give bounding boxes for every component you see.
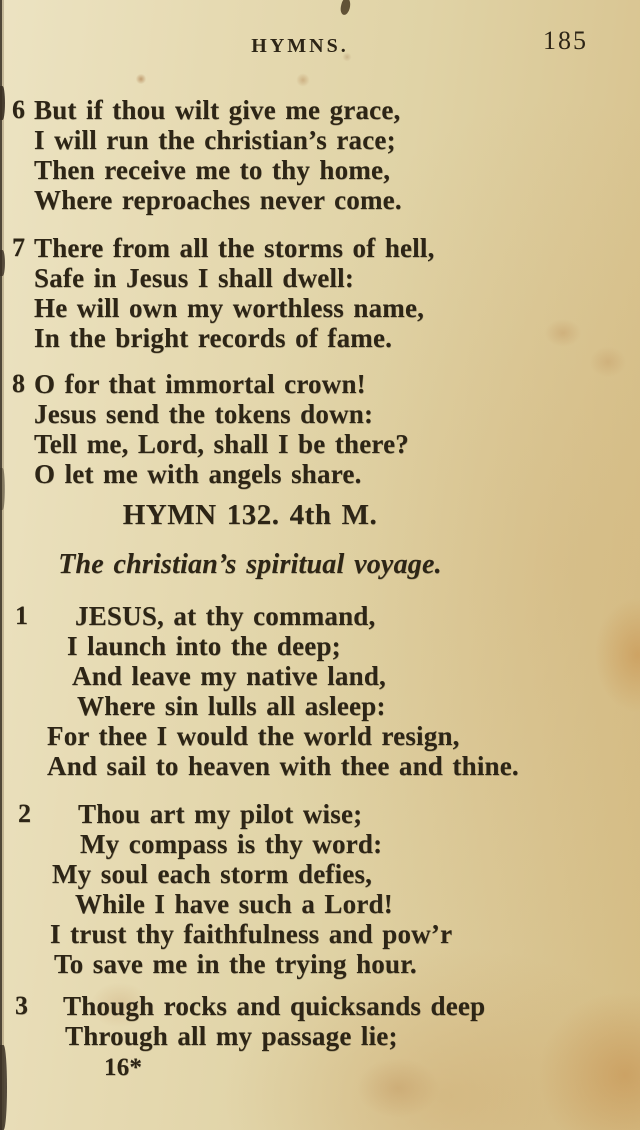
verse-line: I trust thy faithfulness and pow’r — [50, 919, 453, 949]
verse-line: But if thou wilt give me grace, — [34, 95, 401, 125]
verse-line: For thee I would the world resign, — [47, 721, 460, 751]
verse-line: And leave my native land, — [72, 661, 386, 691]
verse-number: 7 — [12, 233, 26, 262]
verse-line: To save me in the trying hour. — [54, 949, 417, 979]
verse-line: Then receive me to thy home, — [34, 155, 391, 185]
verse-line: While I have such a Lord! — [75, 889, 393, 919]
verse-number: 6 — [12, 95, 26, 124]
verse-line: O let me with angels share. — [34, 459, 362, 489]
verse-line: Through all my passage lie; — [65, 1021, 398, 1051]
ink-blot — [339, 0, 352, 16]
verse-line: JESUS, at thy command, — [75, 601, 376, 631]
verse-line: He will own my worthless name, — [34, 293, 425, 323]
stanza — [0, 799, 640, 979]
running-title: HYMNS. — [251, 35, 349, 57]
signature-mark: 16* — [104, 1054, 143, 1081]
verse-line: Safe in Jesus I shall dwell: — [34, 263, 355, 293]
hymn-heading: HYMN 132. 4th M. — [122, 499, 378, 531]
page-number: 185 — [543, 26, 588, 55]
verse-number: 3 — [15, 991, 29, 1020]
stanza — [0, 601, 640, 781]
verse-number: 2 — [18, 799, 32, 828]
verse-line: Though rocks and quicksands deep — [63, 991, 486, 1021]
hymn-subtitle: The christian’s spiritual voyage. — [58, 549, 442, 580]
verse-line: I launch into the deep; — [67, 631, 341, 661]
stanza — [0, 95, 640, 215]
verse-line: O for that immortal crown! — [34, 369, 366, 399]
verse-number: 1 — [15, 601, 29, 630]
verse-line: Thou art my pilot wise; — [78, 799, 363, 829]
verse-line: In the bright records of fame. — [34, 323, 393, 353]
verse-line: Jesus send the tokens down: — [34, 399, 374, 429]
stanza — [0, 369, 640, 489]
verse-line: And sail to heaven with thee and thine. — [47, 751, 519, 781]
verse-line: Where reproaches never come. — [34, 185, 402, 215]
verse-line: I will run the christian’s race; — [34, 125, 396, 155]
stanza — [0, 233, 640, 353]
verse-line: There from all the storms of hell, — [34, 233, 435, 263]
verse-line: My soul each storm defies, — [52, 859, 373, 889]
verse-number: 8 — [12, 369, 26, 398]
verse-line: Where sin lulls all asleep: — [77, 691, 386, 721]
verse-line: My compass is thy word: — [80, 829, 383, 859]
page-content — [0, 95, 640, 1083]
verse-line: Tell me, Lord, shall I be there? — [34, 429, 409, 459]
stanza — [0, 991, 640, 1051]
